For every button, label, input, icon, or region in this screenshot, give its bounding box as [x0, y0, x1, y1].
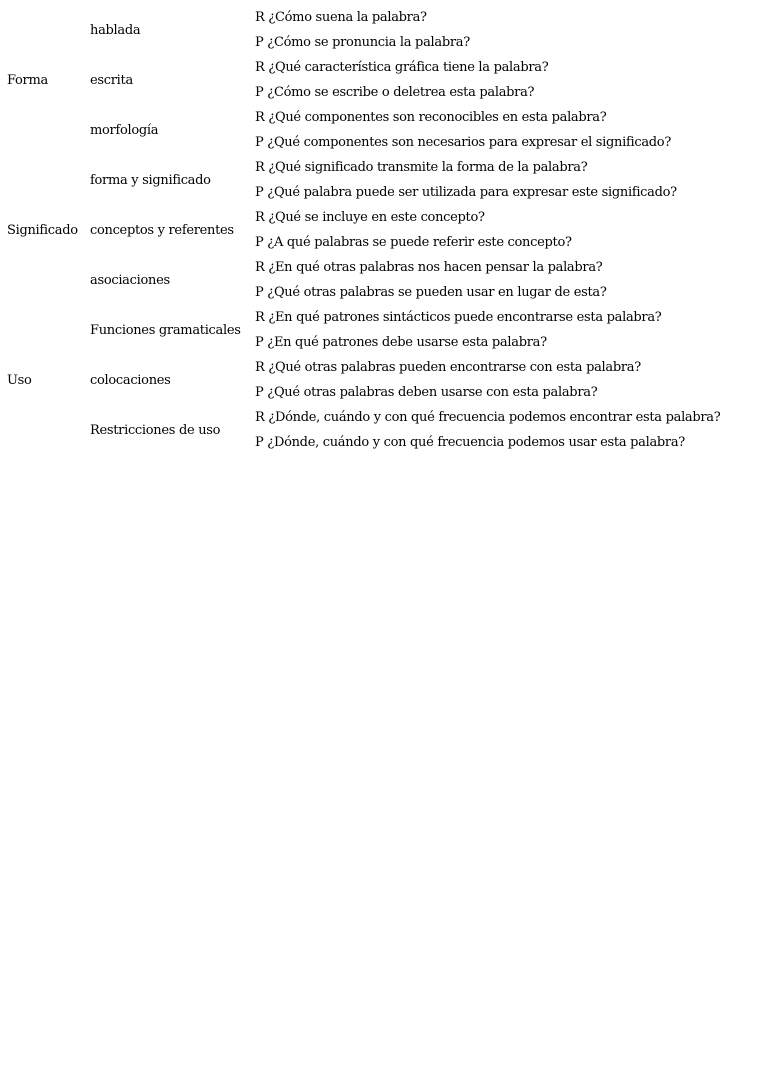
table-row	[4, 405, 723, 430]
productive-question: P ¿A qué palabras se puede referir este concepto?	[255, 235, 572, 250]
receptive-question: R ¿Qué componentes son reconocibles en esta palabra?	[255, 110, 607, 125]
productive-question: P ¿Qué otras palabras deben usarse con esta palabra?	[255, 385, 598, 400]
category-label: Uso	[7, 372, 32, 388]
word-knowledge-table	[4, 5, 723, 455]
table-row	[4, 55, 723, 80]
receptive-question: R ¿Qué otras palabras pueden encontrarse con esta palabra?	[255, 360, 641, 375]
category-label: Significado	[7, 222, 78, 238]
aspect-label: Funciones gramaticales	[90, 322, 241, 338]
aspect-label: hablada	[90, 22, 141, 38]
aspect-label: Restricciones de uso	[90, 422, 221, 438]
productive-question: P ¿Qué palabra puede ser utilizada para expresar este significado?	[255, 185, 677, 200]
productive-question: P ¿Qué otras palabras se pueden usar en lugar de esta?	[255, 285, 607, 300]
category-label: Forma	[7, 72, 48, 88]
productive-question: P ¿Cómo se pronuncia la palabra?	[255, 35, 470, 50]
receptive-question: R ¿Qué se incluye en este concepto?	[255, 210, 485, 225]
table-row	[4, 155, 723, 180]
table-row	[4, 255, 723, 280]
productive-question: P ¿En qué patrones debe usarse esta palabra?	[255, 335, 547, 350]
productive-question: P ¿Dónde, cuándo y con qué frecuencia podemos usar esta palabra?	[255, 435, 685, 450]
aspect-label: colocaciones	[90, 372, 171, 388]
table-row	[4, 205, 723, 230]
productive-question: P ¿Qué componentes son necesarios para expresar el significado?	[255, 135, 671, 150]
receptive-question: R ¿Cómo suena la palabra?	[255, 10, 427, 25]
table-row	[4, 305, 723, 330]
aspect-label: conceptos y referentes	[90, 222, 234, 238]
table-row	[4, 355, 723, 380]
receptive-question: R ¿Qué característica gráfica tiene la palabra?	[255, 60, 549, 75]
receptive-question: R ¿Qué significado transmite la forma de la palabra?	[255, 160, 588, 175]
productive-question: P ¿Cómo se escribe o deletrea esta palabra?	[255, 85, 535, 100]
aspect-label: asociaciones	[90, 272, 170, 288]
aspect-label: forma y significado	[90, 172, 211, 188]
receptive-question: R ¿Dónde, cuándo y con qué frecuencia podemos encontrar esta palabra?	[255, 410, 721, 425]
table-row	[4, 105, 723, 130]
receptive-question: R ¿En qué otras palabras nos hacen pensar la palabra?	[255, 260, 603, 275]
receptive-question: R ¿En qué patrones sintácticos puede encontrarse esta palabra?	[255, 310, 662, 325]
table-row	[4, 5, 723, 30]
aspect-label: escrita	[90, 72, 133, 88]
aspect-label: morfología	[90, 122, 159, 138]
